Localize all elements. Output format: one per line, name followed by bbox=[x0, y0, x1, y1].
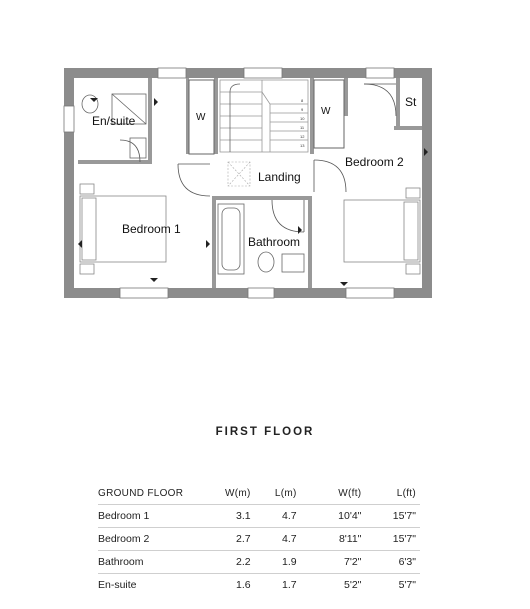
header-room: GROUND FLOOR bbox=[98, 482, 215, 505]
table-row bbox=[98, 551, 420, 574]
stair-step-number: 12 bbox=[300, 134, 305, 139]
header-width-m: W(m) bbox=[215, 482, 251, 505]
cell-length-m: 4.7 bbox=[251, 528, 297, 551]
table-row bbox=[98, 574, 420, 597]
cell-width-m: 1.6 bbox=[236, 579, 251, 591]
cell-length-ft: 5'7" bbox=[398, 579, 416, 591]
cell-width-m: 2.7 bbox=[215, 528, 251, 551]
cell-width-ft: 5'2" bbox=[344, 579, 362, 591]
cell-length-ft: 15'7" bbox=[361, 505, 420, 528]
cell-room: Bathroom bbox=[98, 551, 215, 574]
cell-length-m: 1.7 bbox=[282, 579, 297, 591]
cell-width-ft: 8'11" bbox=[297, 528, 362, 551]
cell-width-m: 3.1 bbox=[215, 505, 251, 528]
cell-length-ft: 15'7" bbox=[361, 528, 420, 551]
floor-title: FIRST FLOOR bbox=[215, 426, 315, 438]
room-label-ensuite: En/suite bbox=[92, 114, 136, 128]
header-length-m: L(m) bbox=[251, 482, 297, 505]
stair-step-number: 8 bbox=[301, 98, 304, 103]
staircase bbox=[220, 80, 308, 152]
stair-step-number: 11 bbox=[300, 125, 305, 130]
room-label-landing: Landing bbox=[258, 170, 301, 184]
room-label-bedroom-2: Bedroom 2 bbox=[345, 155, 404, 169]
dimensions-table bbox=[98, 482, 420, 596]
header-length-ft: L(ft) bbox=[361, 482, 420, 505]
cell-room: Bedroom 2 bbox=[98, 528, 215, 551]
room-label-wardrobe-1: W bbox=[196, 112, 206, 123]
stair-step-number: 9 bbox=[301, 107, 304, 112]
cell-room: En-suite bbox=[98, 579, 137, 591]
stair-step-number: 13 bbox=[300, 143, 305, 148]
table-header-row bbox=[98, 482, 420, 505]
cell-room: Bedroom 1 bbox=[98, 505, 215, 528]
room-label-bedroom-1: Bedroom 1 bbox=[122, 222, 181, 236]
header-width-ft: W(ft) bbox=[297, 482, 362, 505]
cell-length-m: 4.7 bbox=[251, 505, 297, 528]
table-row bbox=[98, 505, 420, 528]
room-label-store: St bbox=[405, 95, 417, 109]
outer-walls bbox=[64, 68, 432, 298]
table-row bbox=[98, 528, 420, 551]
cell-width-ft: 10'4" bbox=[297, 505, 362, 528]
stair-step-number: 10 bbox=[300, 116, 305, 121]
cell-length-ft: 6'3" bbox=[361, 551, 420, 574]
cell-length-m: 1.9 bbox=[251, 551, 297, 574]
hatch-marker bbox=[228, 162, 250, 186]
cell-width-m: 2.2 bbox=[215, 551, 251, 574]
bed-2 bbox=[344, 188, 420, 274]
room-label-bathroom: Bathroom bbox=[248, 235, 301, 249]
cell-width-ft: 7'2" bbox=[297, 551, 362, 574]
room-label-wardrobe-2: W bbox=[321, 106, 331, 117]
